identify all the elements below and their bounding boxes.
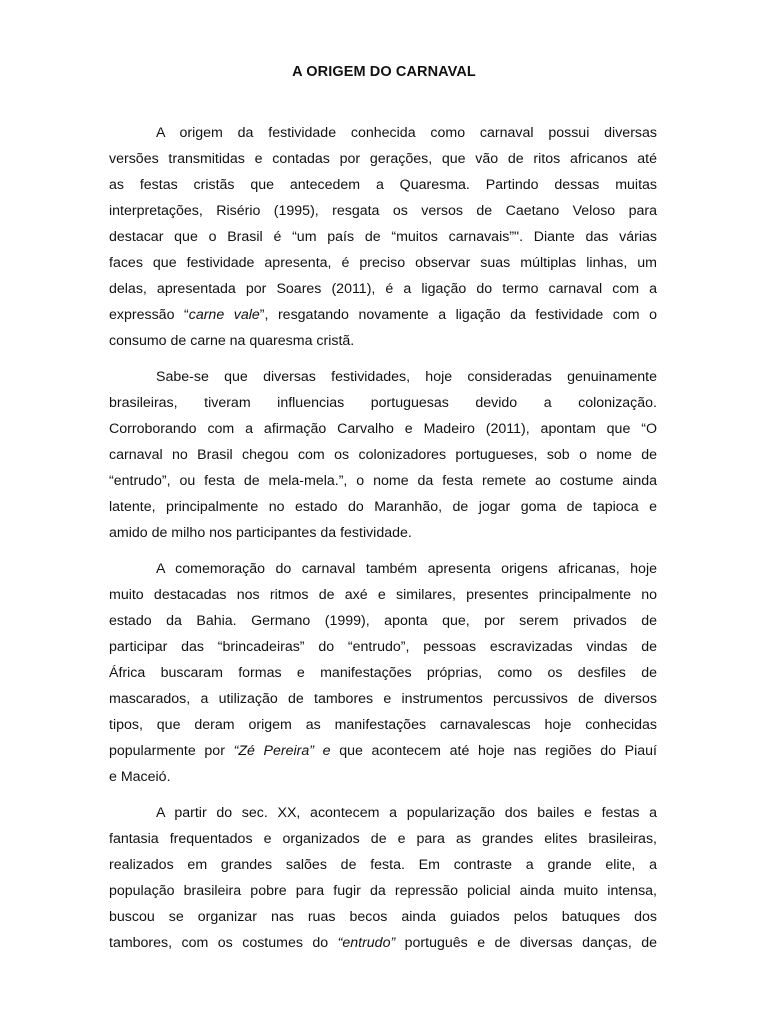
text-segment: as festas cristãs que antecedem a Quaresma. Partindo dessas muitas	[109, 177, 657, 193]
text-line	[109, 738, 657, 764]
text-segment: tambores, com os costumes do	[109, 935, 338, 951]
text-segment: mascarados, a utilização de tambores e instrumentos percussivos de diversos	[109, 691, 657, 707]
italic-text-segment: “entrudo”	[337, 935, 396, 951]
text-line	[109, 198, 657, 224]
text-line	[109, 364, 657, 390]
document-body	[109, 120, 657, 966]
text-line	[109, 764, 657, 790]
text-segment: buscou se organizar nas ruas becos ainda guiados pelos batuques dos	[109, 909, 657, 925]
body-paragraph	[109, 120, 657, 354]
italic-text-segment: carne vale	[188, 307, 260, 323]
text-line	[109, 146, 657, 172]
text-line	[109, 904, 657, 930]
text-segment: destacar que o Brasil é “um país de “muitos carnavais”". Diante das várias	[109, 229, 657, 245]
text-line	[109, 224, 657, 250]
text-segment: população brasileira pobre para fugir da repressão policial ainda muito intensa,	[109, 883, 657, 899]
text-segment: África buscaram formas e manifestações próprias, como os desfiles de	[109, 665, 657, 681]
text-segment: e Maceió.	[109, 769, 171, 785]
text-segment: popularmente por	[109, 743, 234, 759]
text-segment: amido de milho nos participantes da festividade.	[109, 525, 412, 541]
text-segment: que acontecem até hoje nas regiões do Piauí	[330, 743, 657, 759]
text-line	[109, 172, 657, 198]
text-line	[109, 826, 657, 852]
text-segment: consumo de carne na quaresma cristã.	[109, 333, 355, 349]
text-segment: A partir do sec. XX, acontecem a popularização dos bailes e festas a	[156, 805, 657, 821]
text-line	[109, 276, 657, 302]
text-line	[109, 328, 657, 354]
text-line	[109, 390, 657, 416]
text-line	[109, 686, 657, 712]
text-segment: tipos, que deram origem as manifestações carnavalescas hoje conhecidas	[109, 717, 657, 733]
text-segment: carnaval no Brasil chegou com os colonizadores portugueses, sob o nome de	[109, 447, 657, 463]
text-segment: realizados em grandes salões de festa. Em contraste a grande elite, a	[109, 857, 657, 873]
body-paragraph	[109, 364, 657, 546]
text-line	[109, 608, 657, 634]
text-line	[109, 582, 657, 608]
text-segment: delas, apresentada por Soares (2011), é a ligação do termo carnaval com a	[109, 281, 657, 297]
text-segment: português e de diversas danças, de	[395, 935, 657, 951]
text-line	[109, 302, 657, 328]
text-segment: participar das “brincadeiras” do “entrudo”, pessoas escravizadas vindas de	[109, 639, 657, 655]
text-line	[109, 800, 657, 826]
text-line	[109, 660, 657, 686]
text-line	[109, 250, 657, 276]
text-segment: estado da Bahia. Germano (1999), aponta que, por serem privados de	[109, 613, 657, 629]
text-line	[109, 120, 657, 146]
text-line	[109, 494, 657, 520]
text-segment: muito destacadas nos ritmos de axé e similares, presentes principalmente no	[109, 587, 657, 603]
text-line	[109, 468, 657, 494]
body-paragraph	[109, 800, 657, 956]
italic-text-segment: “Zé Pereira” e	[233, 743, 331, 759]
text-line	[109, 416, 657, 442]
text-line	[109, 520, 657, 546]
text-segment: versões transmitidas e contadas por gerações, que vão de ritos africanos até	[109, 151, 657, 167]
text-line	[109, 878, 657, 904]
text-segment: faces que festividade apresenta, é preciso observar suas múltiplas linhas, um	[109, 255, 657, 271]
text-line	[109, 930, 657, 956]
text-segment: fantasia frequentados e organizados de e para as grandes elites brasileiras,	[109, 831, 657, 847]
text-segment: expressão “	[109, 307, 189, 323]
text-line	[109, 712, 657, 738]
text-segment: brasileiras, tiveram influencias portuguesas devido a colonização.	[109, 395, 657, 411]
document-title: A ORIGEM DO CARNAVAL	[292, 64, 476, 80]
text-segment: A origem da festividade conhecida como carnaval possui diversas	[156, 125, 657, 141]
text-segment: “entrudo”, ou festa de mela-mela.”, o nome da festa remete ao costume ainda	[109, 473, 657, 489]
text-line	[109, 442, 657, 468]
text-segment: ”, resgatando novamente a ligação da festividade com o	[259, 307, 657, 323]
text-segment: Corroborando com a afirmação Carvalho e Madeiro (2011), apontam que “O	[109, 421, 657, 437]
text-line	[109, 556, 657, 582]
text-segment: latente, principalmente no estado do Maranhão, de jogar goma de tapioca e	[109, 499, 657, 515]
text-line	[109, 634, 657, 660]
text-segment: Sabe-se que diversas festividades, hoje consideradas genuinamente	[156, 369, 657, 385]
body-paragraph	[109, 556, 657, 790]
text-segment: A comemoração do carnaval também apresenta origens africanas, hoje	[156, 561, 657, 577]
text-segment: interpretações, Risério (1995), resgata os versos de Caetano Veloso para	[109, 203, 657, 219]
text-line	[109, 852, 657, 878]
